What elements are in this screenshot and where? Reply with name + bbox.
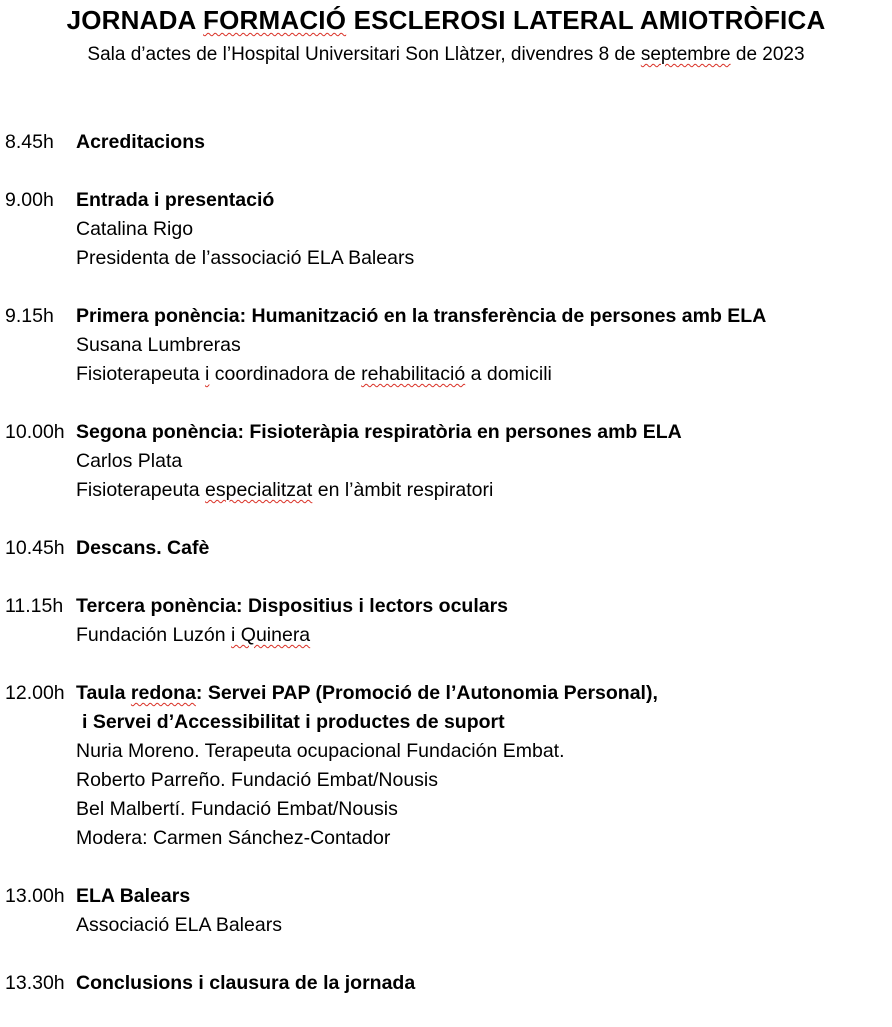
speaker-name: Bel Malbertí. Fundació Embat/Nousis	[76, 798, 398, 820]
item-time: 9.00h	[5, 189, 54, 211]
program-item	[5, 679, 887, 853]
spellcheck-word[interactable]: septembre	[640, 44, 731, 65]
program-item	[5, 418, 887, 505]
item-time: 13.00h	[5, 885, 65, 907]
item-heading: Conclusions i clausura de la jornada	[76, 972, 416, 994]
item-time: 8.45h	[5, 131, 54, 153]
speaker-role: Presidenta de l’associació ELA Balears	[76, 247, 415, 269]
item-time: 9.15h	[5, 305, 54, 327]
speaker-name: Catalina Rigo	[76, 218, 194, 240]
spellcheck-word[interactable]: rehabilitació	[361, 363, 466, 385]
program-item	[5, 186, 887, 273]
speaker-role: Fisioterapeuta i coordinadora de rehabilitació a domicili	[76, 363, 552, 385]
spellcheck-word[interactable]: especialitzat	[205, 479, 313, 501]
item-heading: Descans. Cafè	[76, 537, 210, 559]
item-heading: Entrada i presentació	[76, 189, 275, 211]
program-item	[5, 882, 887, 940]
page-subtitle: Sala d’actes de l’Hospital Universitari Son Llàtzer, divendres 8 de septembre de 2023	[87, 44, 805, 65]
page-title: JORNADA FORMACIÓ ESCLEROSI LATERAL AMIOTRÒFICA	[66, 5, 826, 35]
speaker-name: Nuria Moreno. Terapeuta ocupacional Fundación Embat.	[76, 740, 565, 762]
item-heading: Acreditacions	[76, 131, 205, 153]
item-heading-continued: i Servei d’Accessibilitat i productes de suport	[82, 711, 505, 733]
spellcheck-word[interactable]: i Quinera	[231, 624, 311, 646]
speaker-role: Fisioterapeuta especialitzat en l’àmbit respiratori	[76, 479, 494, 501]
item-time: 12.00h	[5, 682, 65, 704]
speaker-name: Carlos Plata	[76, 450, 183, 472]
item-heading: Tercera ponència: Dispositius i lectors oculars	[76, 595, 509, 617]
item-time: 10.45h	[5, 537, 65, 559]
program-item	[5, 128, 887, 157]
item-time: 10.00h	[5, 421, 65, 443]
item-time: 11.15h	[5, 595, 64, 617]
item-time: 13.30h	[5, 972, 65, 994]
spellcheck-word[interactable]: redona	[130, 682, 196, 704]
item-heading: ELA Balears	[76, 885, 191, 907]
speaker-name: Roberto Parreño. Fundació Embat/Nousis	[76, 769, 439, 791]
item-heading: Taula redona: Servei PAP (Promoció de l’Autonomia Personal),	[76, 682, 658, 704]
spellcheck-word[interactable]: FORMACIÓ	[203, 5, 347, 35]
moderator: Modera: Carmen Sánchez-Contador	[76, 827, 391, 849]
program-item	[5, 534, 887, 563]
item-heading: Primera ponència: Humanització en la transferència de persones amb ELA	[76, 305, 767, 327]
item-heading: Segona ponència: Fisioteràpia respiratòria en persones amb ELA	[76, 421, 682, 443]
spellcheck-word[interactable]: i	[205, 363, 210, 385]
program-item	[5, 592, 887, 650]
speaker-name: Susana Lumbreras	[76, 334, 241, 356]
program-list	[5, 128, 887, 1027]
speaker-name: Fundación Luzón i Quinera	[76, 624, 311, 646]
speaker-name: Associació ELA Balears	[76, 914, 282, 936]
program-item	[5, 969, 887, 998]
program-item	[5, 302, 887, 389]
